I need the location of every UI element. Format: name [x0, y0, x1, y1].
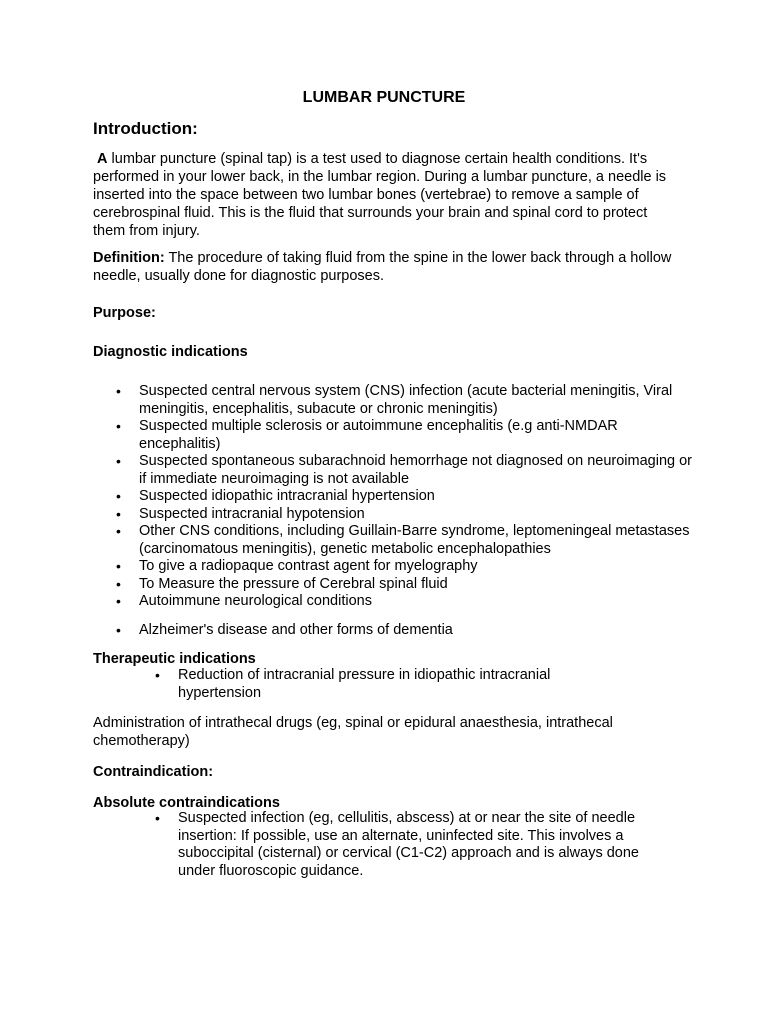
list-item-text: Autoimmune neurological conditions: [139, 593, 372, 609]
list-item: [116, 505, 699, 524]
list-item: [155, 667, 598, 702]
diagnostic-indications-heading: Diagnostic indications: [93, 344, 248, 360]
bullet-icon: •: [116, 593, 121, 609]
introduction-heading: Introduction:: [93, 119, 198, 138]
list-item-text: Suspected multiple sclerosis or autoimmune encephalitis (e.g anti-NMDAR encephalitis): [139, 418, 618, 452]
list-item: [116, 418, 699, 453]
bullet-icon: •: [116, 575, 121, 592]
bullet-icon: •: [116, 383, 121, 399]
introduction-lead: A: [97, 151, 108, 167]
list-item-text: To Measure the pressure of Cerebral spinal fluid: [139, 575, 448, 592]
contraindication-heading: Contraindication:: [93, 764, 214, 780]
list-item: [116, 383, 699, 418]
intrathecal-drugs-paragraph: Administration of intrathecal drugs (eg, spinal or epidural anaesthesia, intrathecal chemotherapy): [93, 715, 613, 749]
list-item: [116, 453, 699, 488]
bullet-icon: •: [116, 622, 121, 638]
therapeutic-indications-heading: Therapeutic indications: [93, 651, 256, 667]
purpose-heading: Purpose:: [93, 305, 156, 321]
list-item: [116, 523, 699, 558]
list-item-text: Suspected idiopathic intracranial hypertension: [139, 488, 435, 504]
list-item: [116, 575, 699, 594]
list-item-text: Suspected infection (eg, cellulitis, abscess) at or near the site of needle insertion: If possible, use an alternate, uninfected site. This involves a suboccipital (cisternal) or cervical (C1-C2) approach and is always done under fluoroscopic guidance.: [178, 810, 639, 879]
bullet-icon: •: [116, 558, 121, 574]
definition-label: Definition:: [93, 250, 165, 266]
definition-text: The procedure of taking fluid from the spine in the lower back through a hollow needle, usually done for diagnostic purposes.: [93, 250, 672, 284]
definition-paragraph: [93, 249, 683, 285]
document-title: LUMBAR PUNCTURE: [302, 89, 466, 106]
introduction-paragraph: [93, 150, 683, 240]
bullet-icon: •: [155, 667, 160, 683]
therapeutic-indications-list: [155, 667, 598, 702]
list-item-text: Alzheimer's disease and other forms of dementia: [139, 622, 453, 638]
list-item: [116, 488, 699, 506]
list-item-text: To give a radiopaque contrast agent for myelography: [139, 558, 478, 574]
list-item: [155, 810, 678, 880]
introduction-text: lumbar puncture (spinal tap) is a test used to diagnose certain health conditions. It's performed in your lower back, in the lumbar region. During a lumbar puncture, a needle is inserted into the space between two lumbar bones (vertebrae) to remove a sample of cerebrospinal fluid. This is the fluid that surrounds your brain and spinal cord to protect them from injury.: [93, 151, 667, 239]
bullet-icon: •: [116, 488, 121, 504]
list-item-text: Suspected central nervous system (CNS) infection (acute bacterial meningitis, Viral meningitis, encephalitis, subacute or chronic meningitis): [139, 383, 673, 417]
bullet-icon: •: [116, 505, 121, 522]
list-item: [116, 558, 699, 576]
bullet-icon: •: [116, 418, 121, 434]
list-item-text: Suspected spontaneous subarachnoid hemorrhage not diagnosed on neuroimaging or if immediate neuroimaging is not available: [139, 453, 693, 487]
list-item-text: Suspected intracranial hypotension: [139, 505, 365, 522]
bullet-icon: •: [116, 523, 121, 539]
list-item-text: Other CNS conditions, including Guillain-Barre syndrome, leptomeningeal metastases (carcinomatous meningitis), genetic metabolic encephalopathies: [139, 523, 690, 557]
diagnostic-indications-list: [116, 383, 699, 611]
bullet-icon: •: [116, 453, 121, 469]
list-item: [116, 593, 699, 611]
list-item-text: Reduction of intracranial pressure in idiopathic intracranial hypertension: [178, 667, 551, 701]
absolute-contraindications-list: [155, 810, 678, 880]
diagnostic-extra-list: [116, 622, 699, 640]
list-item: [116, 622, 699, 640]
absolute-contraindications-heading: Absolute contraindications: [93, 795, 280, 811]
bullet-icon: •: [155, 810, 160, 826]
